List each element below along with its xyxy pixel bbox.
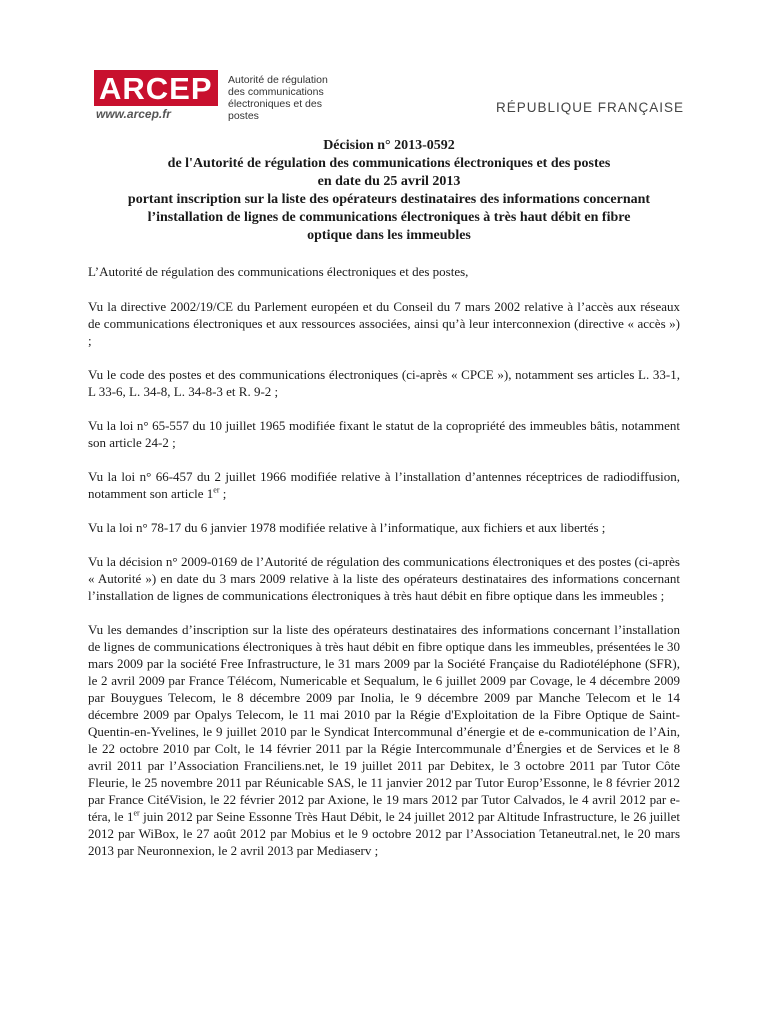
visa-text: Vu la loi n° 66-457 du 2 juillet 1966 modifiée relative à l’installation d’antennes réceptrices de radiodiffusion, notamment son article 1 xyxy=(88,469,680,501)
logo-wordmark: ARCEP xyxy=(94,70,218,106)
logo-tagline-line: des communications xyxy=(228,86,324,98)
visa-paragraph: Vu la loi n° 78-17 du 6 janvier 1978 modifiée relative à l’informatique, aux fichiers et aux libertés ; xyxy=(88,520,606,535)
visa-paragraph xyxy=(88,621,680,859)
republic-label: RÉPUBLIQUE FRANÇAISE xyxy=(495,100,684,115)
document-header xyxy=(94,70,684,130)
logo-tagline-line: Autorité de régulation xyxy=(228,74,328,86)
arcep-logo xyxy=(94,70,334,130)
visa-text: Vu les demandes d’inscription sur la liste des opérateurs destinataires des informations concernant l’installation de lignes de communications électroniques à très haut débit en fibre optique dans les immeubles, présentées le 30 mars 2009 par la société Free Infrastructure, le 31 mars 2009 par la Société Française du Radiotéléphone (SFR), le 2 avril 2009 par France Télécom, Numericable et Sequalum, le 6 juillet 2009 par Covage, le 4 décembre 2009 par Bouygues Telecom, le 8 décembre 2009 par Inolia, le 9 décembre 2009 par Manche Telecom et le 14 décembre 2009 par Opalys Telecom, le 11 mai 2010 par la Régie d'Exploitation de la Fibre Optique de Saint-Quentin-en-Yvelines, le 9 juillet 2010 par le Syndicat Intercommunal d’énergie et de e-communication de l’Ain, le 22 octobre 2010 par Colt, le 14 février 2011 par la Régie Intercommunale d’Énergies et de Services et le 8 avril 2011 par l’Association Franciliens.net, le 19 juillet 2011 par Debitex, le 3 octobre 2011 par Tutor Côte Fleurie, le 25 novembre 2011 par Réunicable SAS, le 11 janvier 2012 par Tutor Europ’Essonne, le 8 février 2012 par France CitéVision, le 22 février 2012 par Axione, le 19 mars 2012 par Tutor Calvados, le 4 avril 2012 par e-téra, le 1 xyxy=(88,622,680,824)
logo-url: www.arcep.fr xyxy=(96,107,171,121)
superscript: er xyxy=(133,808,140,818)
superscript: er xyxy=(213,485,220,495)
title-line: portant inscription sur la liste des opérateurs destinataires des informations concernant xyxy=(127,192,651,207)
visa-paragraph: Vu la directive 2002/19/CE du Parlement européen et du Conseil du 7 mars 2002 relative à l’accès aux réseaux de communications électroniques et aux ressources associées, ainsi qu’à leur interconnexion (directive « accès ») ; xyxy=(88,299,680,348)
visa-paragraph xyxy=(88,468,680,502)
logo-tagline-line: électroniques et des postes xyxy=(228,98,322,122)
visa-paragraph: Vu la loi n° 65-557 du 10 juillet 1965 modifiée fixant le statut de la copropriété des immeubles bâtis, notamment son article 24-2 ; xyxy=(88,418,680,450)
title-line: Décision n° 2013-0592 xyxy=(323,138,455,153)
document-body xyxy=(88,263,680,876)
intro-paragraph: L’Autorité de régulation des communications électroniques et des postes, xyxy=(88,264,469,279)
title-line: de l'Autorité de régulation des communications électroniques et des postes xyxy=(167,156,611,171)
title-line: optique dans les immeubles xyxy=(307,228,471,243)
decision-title xyxy=(94,137,684,245)
logo-tagline xyxy=(228,74,348,122)
visa-paragraph: Vu le code des postes et des communications électroniques (ci-après « CPCE »), notamment ses articles L. 33-1, L 33-6, L. 34-8, L. 34-8-3 et R. 9-2 ; xyxy=(88,367,680,399)
title-line: en date du 25 avril 2013 xyxy=(317,174,461,189)
title-line: l’installation de lignes de communications électroniques à très haut débit en fibre xyxy=(147,210,631,225)
visa-paragraph: Vu la décision n° 2009-0169 de l’Autorité de régulation des communications électroniques et des postes (ci-après « Autorité ») en date du 3 mars 2009 relative à la liste des opérateurs destinataires des informations concernant l’installation de lignes de communications électroniques à très haut débit en fibre optique dans les immeubles ; xyxy=(88,554,680,603)
visa-text: ; xyxy=(219,486,227,501)
visa-text: juin 2012 par Seine Essonne Très Haut Débit, le 24 juillet 2012 par Altitude Infrastructure, le 26 juillet 2012 par WiBox, le 27 août 2012 par Mobius et le 9 octobre 2012 par l’Association Tetaneutral.net, le 20 mars 2013 par Neuronnexion, le 2 avril 2013 par Mediaserv ; xyxy=(88,809,680,858)
